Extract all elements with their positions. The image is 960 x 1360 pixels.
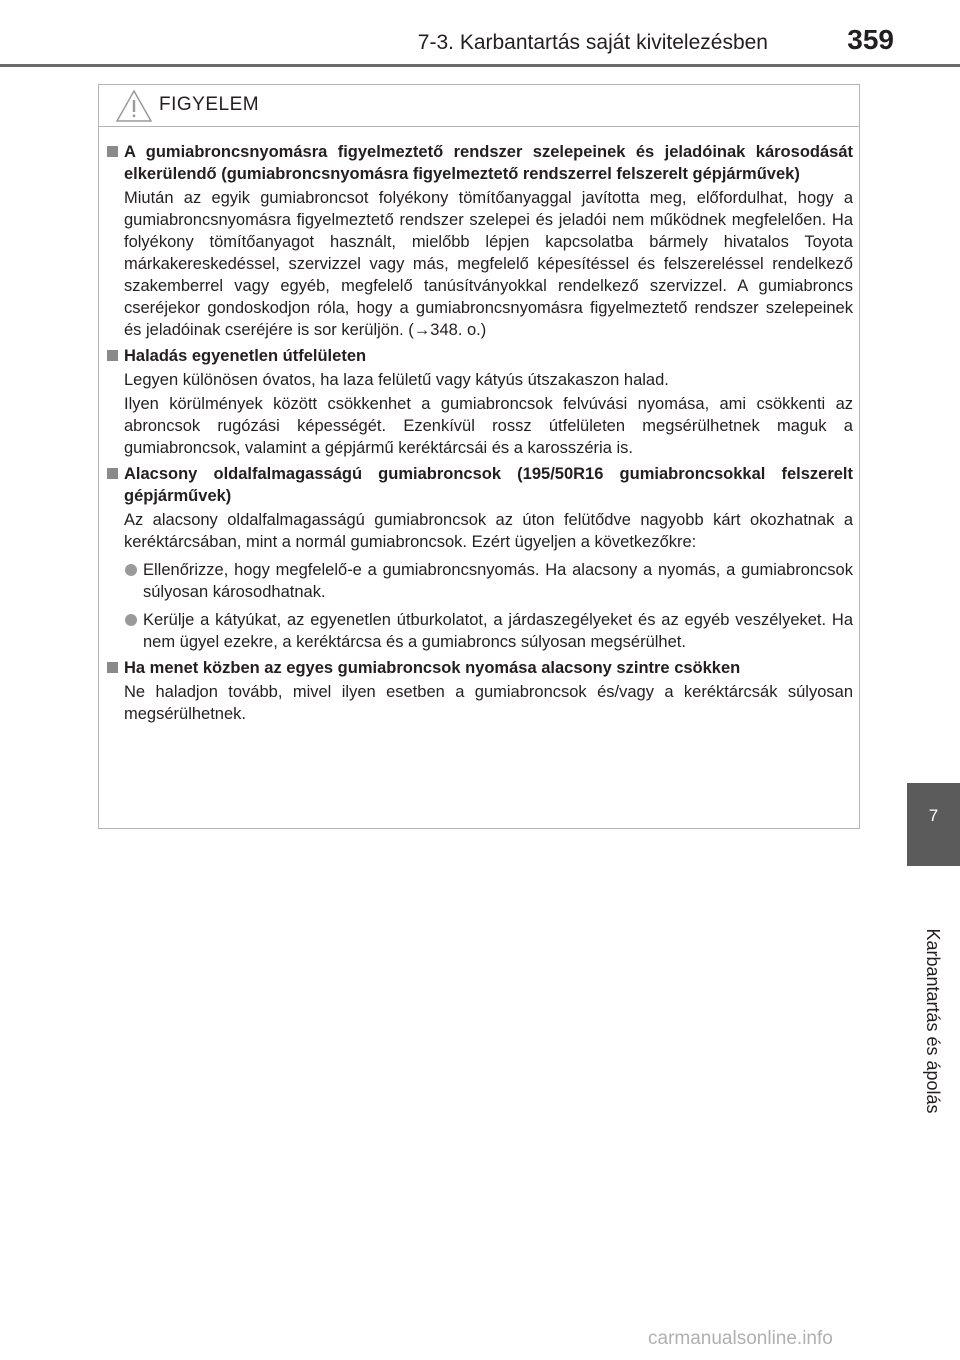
- section-paragraph: Ne haladjon tovább, mivel ilyen esetben a gumiabroncsok és/vagy a keréktárcsák súlyosan megsérülhetnek.: [124, 683, 853, 723]
- chapter-tab: [907, 783, 960, 866]
- warning-title: FIGYELEM: [159, 94, 260, 115]
- chapter-tab-number: 7: [928, 806, 939, 825]
- section-title: A gumiabroncsnyomásra figyelmeztető rendszer szelepeinek és jeladóinak károsodását elkerülendő (gumiabroncsnyomásra figyelmeztető rendszerrel felszerelt gépjárművek): [124, 143, 853, 183]
- section-heading: [107, 141, 853, 185]
- warning-body: [107, 141, 853, 729]
- warning-section: [107, 141, 853, 341]
- section-marker-icon: [107, 468, 118, 479]
- section-paragraph: Ilyen körülmények között csökkenhet a gumiabroncsok felvúvási nyomása, ami csökkenti az abroncsok rugózási képességét. Ezenkívül rossz útfelületen megsérülhetnek maguk a gumiabroncsok, valamint a gépjármű keréktárcsái és a karosszéria is.: [124, 395, 853, 457]
- section-marker-icon: [107, 662, 118, 673]
- section-heading: [107, 345, 853, 367]
- bullet-dot-icon: [125, 564, 137, 576]
- bullet-item: [107, 609, 853, 653]
- bullet-dot-icon: [125, 614, 137, 626]
- section-paragraph: Miután az egyik gumiabroncsot folyékony tömítőanyaggal javította meg, előfordulhat, hogy a gumiabroncsnyomásra figyelmeztető rendszer szelepei és jeladói nem működnek megfelelően. Ha folyékony tömítőanyagot használt, mielőbb lépjen kapcsolatba bármely hivatalos Toyota márkakereskedéssel, szervizzel vagy más, megfelelő képesítéssel és felszereléssel rendelkező szakemberrel vagy egyéb, megfelelő tanúsítványokkal rendelkező szervizzel. A gumiabroncs cseréjekor gondoskodjon róla, hogy a gumiabroncsnyomásra figyelmeztető rendszer szelepeinek és jeladóinak cseréjére is sor kerüljön. (→348. o.): [124, 189, 853, 339]
- warning-triangle-icon: [115, 89, 153, 123]
- warning-box: [98, 84, 860, 829]
- section-paragraph: Az alacsony oldalfalmagasságú gumiabroncsok az úton felütődve nagyobb kárt okozhatnak a keréktárcsában, mint a normál gumiabroncsok. Ezért ügyeljen a következőkre:: [124, 511, 853, 551]
- section-title: Ha menet közben az egyes gumiabroncsok nyomása alacsony szintre csökken: [124, 659, 741, 677]
- page-header: [0, 0, 960, 66]
- chapter-side-label-text: Karbantartás és ápolás: [923, 928, 943, 1114]
- warning-section: [107, 463, 853, 653]
- section-heading: [107, 657, 853, 679]
- section-title: Haladás egyenetlen útfelületen: [124, 347, 367, 365]
- header-divider: [0, 64, 960, 67]
- section-title: Alacsony oldalfalmagasságú gumiabroncsok (195/50R16 gumiabroncsokkal felszerelt gépjárművek): [124, 465, 853, 505]
- watermark: carmanualsonline.info: [648, 1328, 833, 1349]
- section-heading: [107, 463, 853, 507]
- section-marker-icon: [107, 146, 118, 157]
- section-paragraph: Legyen különösen óvatos, ha laza felületű vagy kátyús útszakaszon halad.: [124, 371, 669, 389]
- warning-header: [99, 85, 859, 127]
- bullet-text: Ellenőrizze, hogy megfelelő-e a gumiabroncsnyomás. Ha alacsony a nyomás, a gumiabroncsok súlyosan károsodhatnak.: [143, 561, 853, 601]
- page-number: 359: [847, 24, 894, 55]
- bullet-item: [107, 559, 853, 603]
- section-marker-icon: [107, 350, 118, 361]
- warning-section: [107, 657, 853, 725]
- chapter-title: 7-3. Karbantartás saját kivitelezésben: [417, 31, 768, 54]
- bullet-text: Kerülje a kátyúkat, az egyenetlen útburkolatot, a járdaszegélyeket és az egyéb veszélyeket. Ha nem ügyel ezekre, a keréktárcsa és a gumiabroncs súlyosan megsérülhet.: [143, 611, 853, 651]
- warning-section: [107, 345, 853, 459]
